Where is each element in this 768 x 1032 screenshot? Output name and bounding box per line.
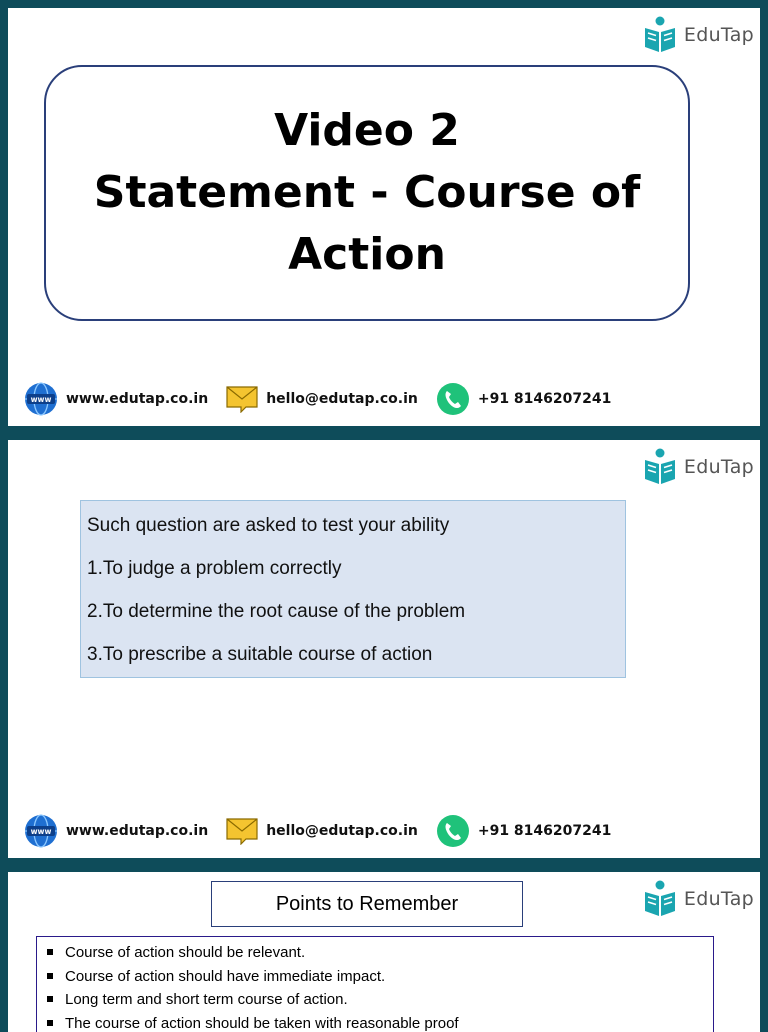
phone-text: +91 8146207241 (478, 391, 612, 407)
mail-icon (226, 385, 258, 413)
brand-name: EduTap (684, 456, 754, 478)
ability-intro: Such question are asked to test your ability (87, 513, 619, 538)
website-text: www.edutap.co.in (66, 823, 208, 839)
email-text: hello@edutap.co.in (266, 391, 418, 407)
phone-icon (436, 382, 470, 416)
slide-title (8, 8, 760, 426)
globe-icon (24, 382, 58, 416)
edutap-logo-icon (643, 448, 677, 486)
title-line-1: Video 2 (274, 100, 460, 162)
phone-text: +91 8146207241 (478, 823, 612, 839)
edutap-logo-icon (643, 16, 677, 54)
ability-box (80, 500, 626, 678)
footer (24, 382, 629, 416)
website-text: www.edutap.co.in (66, 391, 208, 407)
brand-name: EduTap (684, 888, 754, 910)
footer (24, 814, 629, 848)
edutap-logo-icon (643, 880, 677, 918)
ability-item-2: 2.To determine the root cause of the problem (87, 599, 619, 624)
brand-logo (643, 16, 754, 54)
globe-icon (24, 814, 58, 848)
phone-icon (436, 814, 470, 848)
phone-link[interactable] (436, 382, 612, 416)
mail-icon (226, 817, 258, 845)
point-item: Course of action should have immediate impact. (47, 965, 703, 989)
brand-logo (643, 448, 754, 486)
brand-logo (643, 880, 754, 918)
email-link[interactable] (226, 817, 418, 845)
points-heading: Points to Remember (211, 881, 523, 927)
website-link[interactable] (24, 814, 208, 848)
title-line-2: Statement - Course of (94, 162, 641, 224)
title-line-3: Action (288, 224, 446, 286)
phone-link[interactable] (436, 814, 612, 848)
point-item: The course of action should be taken with reasonable proof (47, 1012, 703, 1032)
point-item: Course of action should be relevant. (47, 941, 703, 965)
point-item: Long term and short term course of action. (47, 988, 703, 1012)
website-link[interactable] (24, 382, 208, 416)
title-box (44, 65, 690, 321)
email-link[interactable] (226, 385, 418, 413)
brand-name: EduTap (684, 24, 754, 46)
points-box (36, 936, 714, 1032)
slide-ability (8, 440, 760, 858)
slide-points (8, 872, 760, 1032)
email-text: hello@edutap.co.in (266, 823, 418, 839)
ability-item-3: 3.To prescribe a suitable course of action (87, 642, 619, 667)
ability-item-1: 1.To judge a problem correctly (87, 556, 619, 581)
